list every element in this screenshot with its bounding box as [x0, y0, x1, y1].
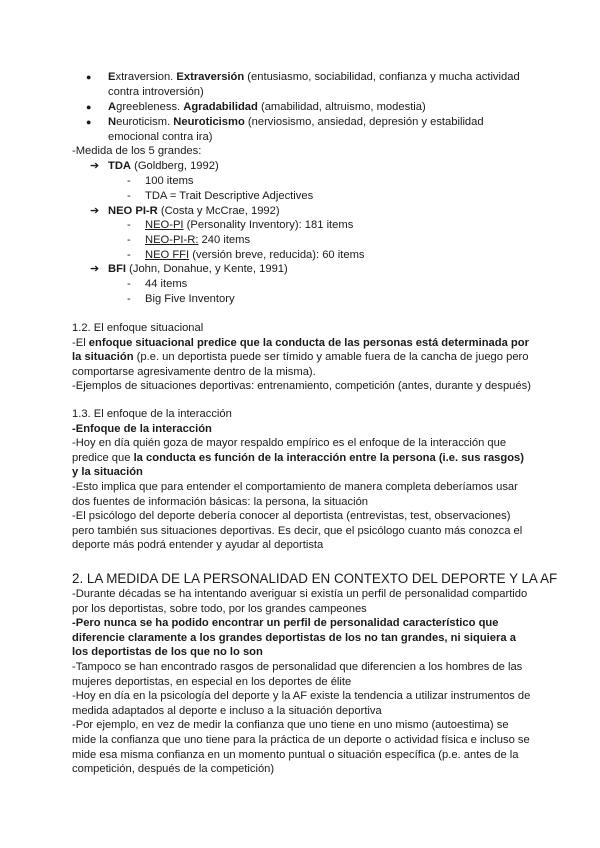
- trait-description: (entusiasmo, sociabilidad, confianza y mucha actividad: [244, 71, 520, 83]
- bullet-dot-icon: ●: [86, 102, 92, 112]
- section-1-3: 1.3. El enfoque de la interacción -Enfoque de la interacción -Hoy en día quién goza de mayor respaldo empírico es el enfoque de la interacción que predice que la conducta es función de la interacción entre la persona (i.e. sus rasgos) y la situación -Esto implica que para entender el comportamiento de manera completa deberíamos usar dos fuentes de información básicas: la persona, la situación -El psicólogo del deporte debería conocer al deportista (entrevistas, test, observaciones) pero también sus situaciones deportivas. Es decir, que el psicólogo cuanto más conozca el deporte más podrá entender y ayudar al deportista: [72, 407, 532, 553]
- section-title: 1.2. El enfoque situacional: [72, 322, 204, 334]
- document-page: ● Extraversion. Extraversión (entusiasmo, sociabilidad, confianza y mucha actividad contra introversión) ● Agreebleness. Agradabilidad (amabilidad, altruismo, modestia) ● Neuroticism. Neuroticismo (nerviosismo, ansiedad, depresión y estabilidad emocional contra ira) -Medida de los 5 grandes: ➔ TDA (Goldberg, 1992) - 100 items - TDA = Trait Descriptive Adjectives ➔ NEO PI-R (Costa y McCrae, 1992) - NEO-PI (Personality Inventory): 181 items - NEO-PI-R: 240 items - NEO FFI (versión breve, reducida): 60 items ➔ BFI (John, Donahue, y Kente, 1991) - 44 items - Big Five Inventory 1.2. El enfoque situacional -El enfoque situacional predice que la conducta de las personas está determinada por la situación (p.e. un deportista puede ser tímido y amable fuera de la cancha de juego pero comportarse agresivamente dentro de la misma). -Ejemplos de situaciones deportivas: entrenamiento, competición (antes, durante y después) 1.3. El enfoque de la interacción -Enfoque de la interacción -Hoy en día quién goza de mayor respaldo empírico es el enfoque de la interacción que predice que la conducta es función de la interacción entre la persona (i.e. sus rasgos) y la situación -Esto implica que para entender el comportamiento de manera completa deberíamos usar dos fuentes de información básicas: la persona, la situación -El psicólogo del deporte debería conocer al deportista (entrevistas, test, observaciones) pero también sus situaciones deportivas. Es decir, que el psicólogo cuanto más conozca el deporte más podrá entender y ayudar al deportista 2. LA MEDIDA DE LA PERSONALIDAD EN CONTEXTO DEL DEPORTE Y LA AF -Durante décadas se ha intentando averiguar si existía un perfil de personalidad compartido por los deportistas, sobre todo, por los grandes campeones -Pero nunca se ha podido encontrar un perfil de personalidad característico que diferencie claramente a los grandes deportistas de los no tan grandes, ni siquiera a los deportistas de los que no lo son -Tampoco se han encontrado rasgos de personalidad que diferencien a los hombres de las mujeres deportistas, en especial en los deportes de élite -Hoy en día en la psicología del deporte y la AF existe la tendencia a utilizar instrumentos de medida adaptados al deporte e incluso a la situación deportiva -Por ejemplo, en vez de medir la confianza que uno tiene en uno mismo (autoestima) se mide la confianza que uno tiene para la práctica de un deporte o actividad física e incluso se mide esa misma confianza en un momento puntual o situación específica (p.e. antes de la competición, después de la competición): [72, 71, 558, 776]
- bullet-dot-icon: ●: [86, 72, 92, 82]
- trait-description: (nerviosismo, ansiedad, depresión y estabilidad: [244, 116, 484, 128]
- section-title: 1.3. El enfoque de la interacción: [72, 408, 232, 420]
- trait-description-cont: contra introversión): [108, 85, 204, 98]
- trait-initial: A: [108, 101, 117, 113]
- trait-initial: E: [108, 71, 116, 83]
- instrument-detail: (John, Donahue, y Kente, 1991): [126, 263, 288, 275]
- trait-english: greebleness.: [116, 101, 184, 113]
- trait-description: (amabilidad, altruismo, modestia): [257, 101, 426, 113]
- instrument-name: BFI: [108, 263, 127, 275]
- trait-spanish: Extraversión: [176, 71, 245, 83]
- trait-english: euroticism.: [116, 116, 174, 128]
- arrow-right-icon: ➔: [90, 160, 100, 172]
- instrument-name: NEO PI-R: [108, 205, 158, 217]
- section-title: 2. LA MEDIDA DE LA PERSONALIDAD EN CONTEXTO DEL DEPORTE Y LA AF: [72, 571, 558, 586]
- section-1-2: 1.2. El enfoque situacional -El enfoque situacional predice que la conducta de las personas está determinada por la situación (p.e. un deportista puede ser tímido y amable fuera de la cancha de juego pero comportarse agresivamente dentro de la misma). -Ejemplos de situaciones deportivas: entrenamiento, competición (antes, durante y después): [72, 322, 531, 393]
- trait-initial: N: [108, 116, 117, 128]
- arrow-right-icon: ➔: [90, 263, 100, 275]
- instrument-detail: (Costa y McCrae, 1992): [157, 205, 280, 217]
- trait-description-cont: emocional contra ira): [108, 130, 213, 143]
- trait-spanish: Agradabilidad: [183, 101, 258, 113]
- trait-english: xtraversion.: [115, 71, 177, 83]
- measure-heading: -Medida de los 5 grandes:: [72, 145, 202, 157]
- instrument-name: TDA: [108, 160, 131, 172]
- bullet-dot-icon: ●: [86, 117, 92, 127]
- arrow-right-icon: ➔: [90, 205, 100, 217]
- trait-spanish: Neuroticismo: [173, 116, 245, 128]
- section-2: 2. LA MEDIDA DE LA PERSONALIDAD EN CONTEXTO DEL DEPORTE Y LA AF -Durante décadas se ha intentando averiguar si existía un perfil de personalidad compartido por los deportistas, sobre todo, por los grandes campeones -Pero nunca se ha podido encontrar un perfil de personalidad característico que diferencie claramente a los grandes deportistas de los no tan grandes, ni siquiera a los deportistas de los que no lo son -Tampoco se han encontrado rasgos de personalidad que diferencien a los hombres de las mujeres deportistas, en especial en los deportes de élite -Hoy en día en la psicología del deporte y la AF existe la tendencia a utilizar instrumentos de medida adaptados al deporte e incluso a la situación deportiva -Por ejemplo, en vez de medir la confianza que uno tiene en uno mismo (autoestima) se mide la confianza que uno tiene para la práctica de un deporte o actividad física e incluso se mide esa misma confianza en un momento puntual o situación específica (p.e. antes de la competición, después de la competición): [72, 571, 558, 776]
- instrument-detail: (Goldberg, 1992): [131, 160, 219, 172]
